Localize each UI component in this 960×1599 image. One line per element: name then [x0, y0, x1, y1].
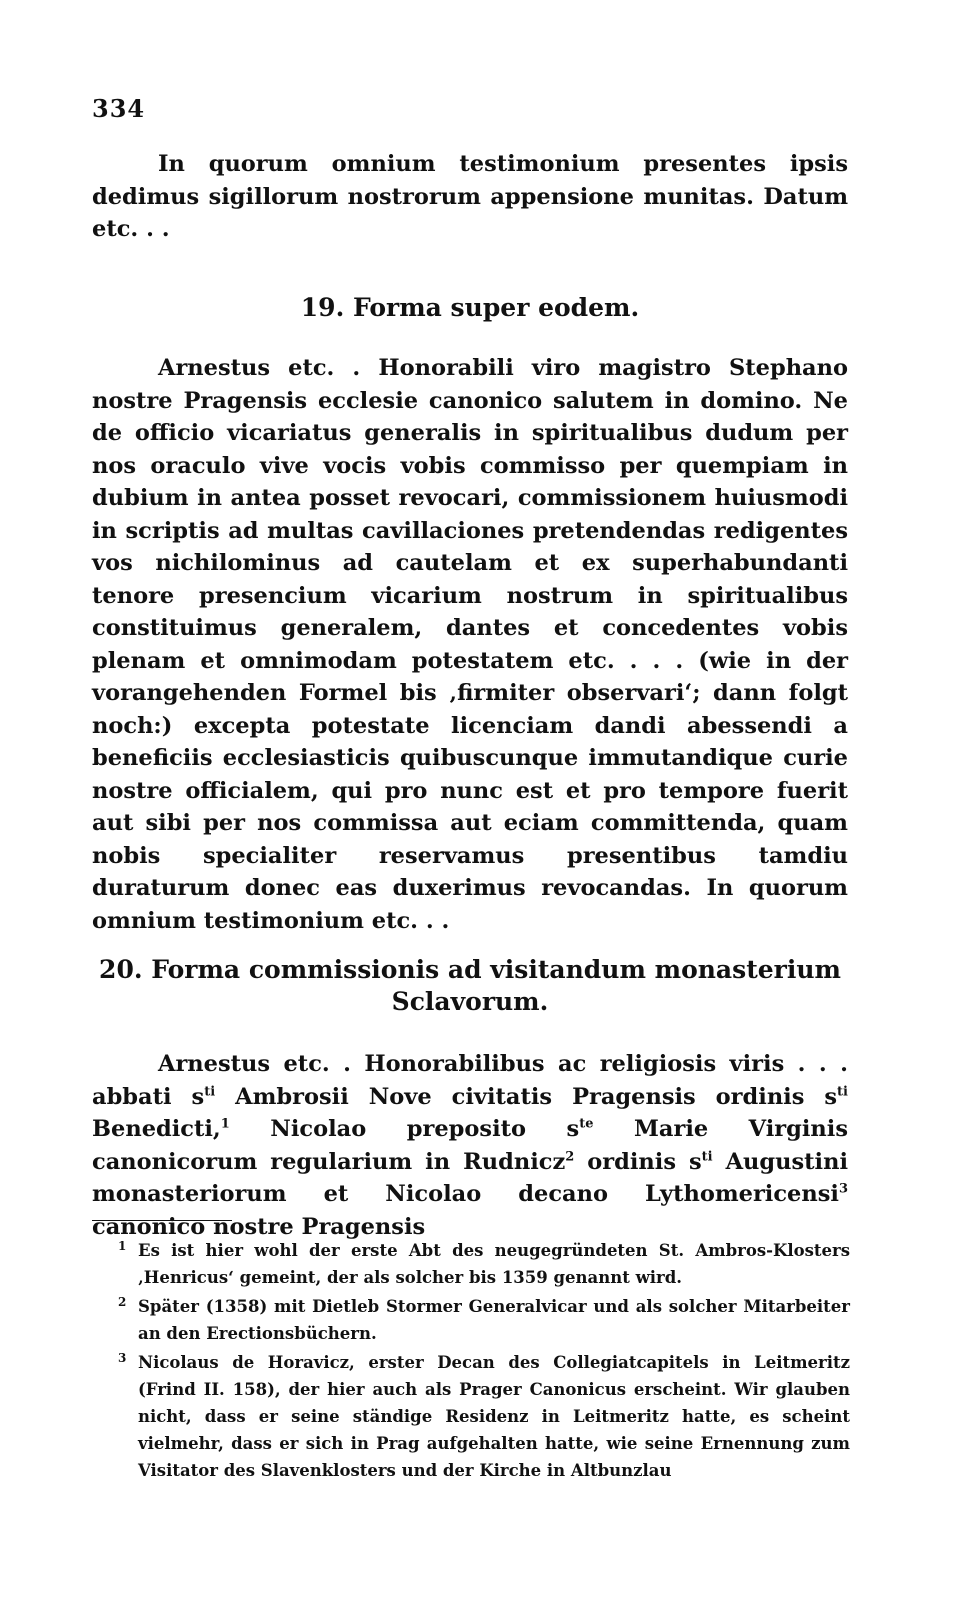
- abbrev-superscript: te: [579, 1116, 594, 1132]
- page-number: 334: [92, 94, 146, 123]
- paragraph-text: Arnestus etc. . Honorabili viro magistro Stephano nostre Pragensis ecclesie canonico salutem in domino. Ne de officio vicariatus generalis in spiritualibus dudum per nos oraculo vive vocis vobis commisso per quempiam in dubium in antea posset revocari, commissionem huiusmodi in scriptis ad multas cavillaciones pretendendas redigentes vos nichilominus ad cautelam et ex superhabundanti tenore presencium vicarium nostrum in spiritualibus constituimus generalem, dantes et concedentes vobis plenam et omnimodam potestatem etc. . . . (wie in der vorangehenden Formel bis ‚firmiter observari‘; dann folgt noch:) excepta potestate licenciam dandi abessendi a beneficiis ecclesiasticis quibuscunque immutandique curie nostre officialem, qui pro nunc est et pro tempore fuerit aut sibi per nos commissa aut eciam committenda, quam nobis specialiter reservamus presentibus tamdiu duraturum donec eas duxerimus revocandas. In quorum omnium testimonium etc. . .: [92, 355, 848, 934]
- footnote-ref[interactable]: 3: [838, 1181, 848, 1197]
- footnotes: [118, 1237, 850, 1486]
- footnote-ref[interactable]: 2: [565, 1149, 575, 1164]
- footnote-text: Es ist hier wohl der erste Abt des neugegründeten St. Ambros-Klosters ‚Henricus‘ gemeint, der als solcher bis 1359 genannt wird.: [138, 1241, 850, 1287]
- abbrev-superscript: ti: [204, 1084, 216, 1099]
- footnote-mark: 1: [118, 1239, 127, 1253]
- closing-paragraph: [92, 148, 848, 246]
- footnote-text: Nicolaus de Horavicz, erster Decan des Collegiatcapitels in Leitmeritz (Frind II. 158), der hier auch als Prager Canonicus erscheint. Wir glauben nicht, dass er seine ständige Residenz in Leitmeritz hatte, es scheint vielmehr, dass er sich in Prag aufgehalten hatte, wie seine Ernennung zum Visitator des Slavenklosters und der Kirche in Altbunzlau: [138, 1353, 850, 1480]
- footnote-2: [118, 1293, 850, 1347]
- paragraph-text: In quorum omnium testimonium presentes ipsis dedimus sigillorum nostrorum appensione munitas. Datum etc. . .: [92, 151, 848, 242]
- footnote-mark: 2: [118, 1295, 127, 1309]
- text-run: canonico nostre Pragensis: [92, 1213, 426, 1240]
- text-run: ordinis s: [574, 1148, 702, 1175]
- abbrev-superscript: ti: [837, 1084, 848, 1099]
- footnote-1: [118, 1237, 850, 1291]
- footnote-mark: 3: [118, 1351, 127, 1365]
- section-heading-19: 19. Forma super eodem.: [300, 293, 640, 322]
- section-20-body: [92, 1048, 848, 1243]
- paragraph-text: [92, 1048, 848, 1243]
- footnote-ref[interactable]: 1: [220, 1116, 230, 1132]
- section-heading-20: 20. Forma commissionis ad visitandum monasterium Sclavorum.: [99, 955, 841, 1016]
- text-run: Augustini monasteriorum et Nicolao decano Lythomericensi: [92, 1148, 848, 1207]
- text-run: Benedicti,: [92, 1116, 221, 1142]
- footnote-3: [118, 1349, 850, 1484]
- text-run: Nicolao preposito s: [229, 1116, 580, 1142]
- text-run: Marie Virginis canonicorum regularium in Rudnicz: [92, 1116, 849, 1175]
- abbrev-superscript: ti: [701, 1149, 713, 1164]
- section-19-body: [92, 352, 848, 937]
- footnote-text: Später (1358) mit Dietleb Stormer Generalvicar und als solcher Mitarbeiter an den Erectionsbüchern.: [138, 1297, 850, 1343]
- text-run: Arnestus etc. . Honorabilibus ac religiosis viris . . . abbati s: [92, 1051, 848, 1110]
- footnote-divider: [92, 1220, 232, 1221]
- text-run: Ambrosii Nove civitatis Pragensis ordinis s: [215, 1083, 838, 1110]
